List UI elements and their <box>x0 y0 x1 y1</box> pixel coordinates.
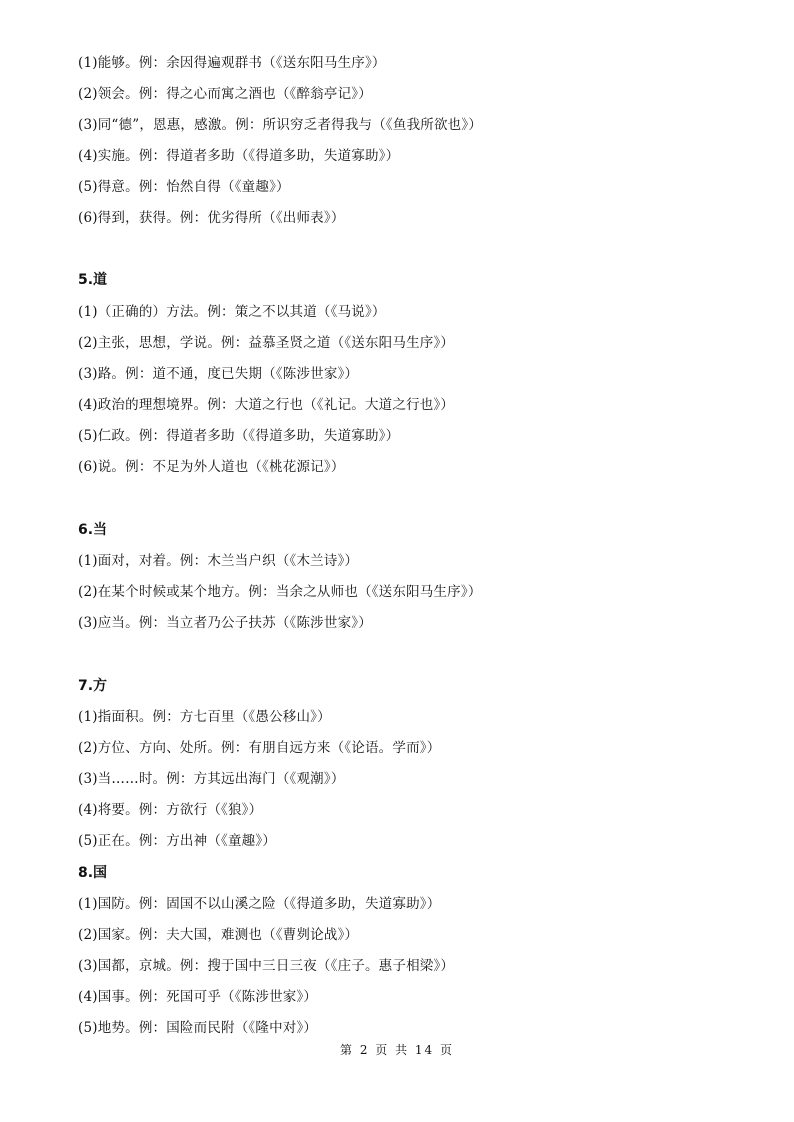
entry-line: (2)领会。例：得之心而寓之酒也（《醉翁亭记》） <box>78 86 372 102</box>
entry-line: (3)同“德”，恩惠，感激。例：所识穷乏者得我与（《鱼我所欲也》） <box>78 117 483 133</box>
entry-line: (2)方位、方向、处所。例：有朋自远方来（《论语。学而》） <box>78 740 441 756</box>
entry-line: (4)国事。例：死国可乎（《陈涉世家》） <box>78 989 318 1005</box>
entry-line: (4)政治的理想境界。例：大道之行也（《礼记。大道之行也》） <box>78 397 455 413</box>
entry-line: (1)指面积。例：方七百里（《愚公移山》） <box>78 709 331 725</box>
entry-line: (3)路。例：道不通，度已失期（《陈涉世家》） <box>78 366 359 382</box>
entry-line: (2)国家。例：夫大国，难测也（《曹刿论战》） <box>78 927 359 943</box>
entry-line: (4)将要。例：方欲行（《狼》） <box>78 802 263 818</box>
entry-line: (5)仁政。例：得道者多助（《得道多助，失道寡助》） <box>78 428 400 444</box>
section-heading: 5.道 <box>78 272 108 288</box>
entry-line: (2)在某个时候或某个地方。例：当余之从师也（《送东阳马生序》） <box>78 584 482 600</box>
entry-line: (1)国防。例：固国不以山溪之险（《得道多助，失道寡助》） <box>78 896 441 912</box>
entry-line: (4)实施。例：得道者多助（《得道多助，失道寡助》） <box>78 148 400 164</box>
entry-line: (2)主张，思想，学说。例：益慕圣贤之道（《送东阳马生序》） <box>78 335 455 351</box>
section-heading: 8.国 <box>78 865 108 881</box>
entry-line: (3)国都，京城。例：搜于国中三日三夜（《庄子。惠子相梁》） <box>78 958 455 974</box>
entry-line: (3)应当。例：当立者乃公子扶苏（《陈涉世家》） <box>78 615 372 631</box>
entry-line: (3)当……时。例：方其远出海门（《观潮》） <box>78 771 345 787</box>
entry-line: (1)（正确的）方法。例：策之不以其道（《马说》） <box>78 304 386 320</box>
entry-line: (5)地势。例：国险而民附（《隆中对》） <box>78 1020 318 1036</box>
page-number-footer: 第 2 页 共 14 页 <box>340 1043 454 1057</box>
entry-line: (6)说。例：不足为外人道也（《桃花源记》） <box>78 459 345 475</box>
entry-line: (6)得到，获得。例：优劣得所（《出师表》） <box>78 210 345 226</box>
entry-line: (5)得意。例：怡然自得（《童趣》） <box>78 179 290 195</box>
section-heading: 6.当 <box>78 522 108 538</box>
section-heading: 7.方 <box>78 678 108 694</box>
entry-line: (1)面对，对着。例：木兰当户织（《木兰诗》） <box>78 553 359 569</box>
entry-line: (1)能够。例：余因得遍观群书（《送东阳马生序》） <box>78 55 386 71</box>
entry-line: (5)正在。例：方出神（《童趣》） <box>78 833 277 849</box>
